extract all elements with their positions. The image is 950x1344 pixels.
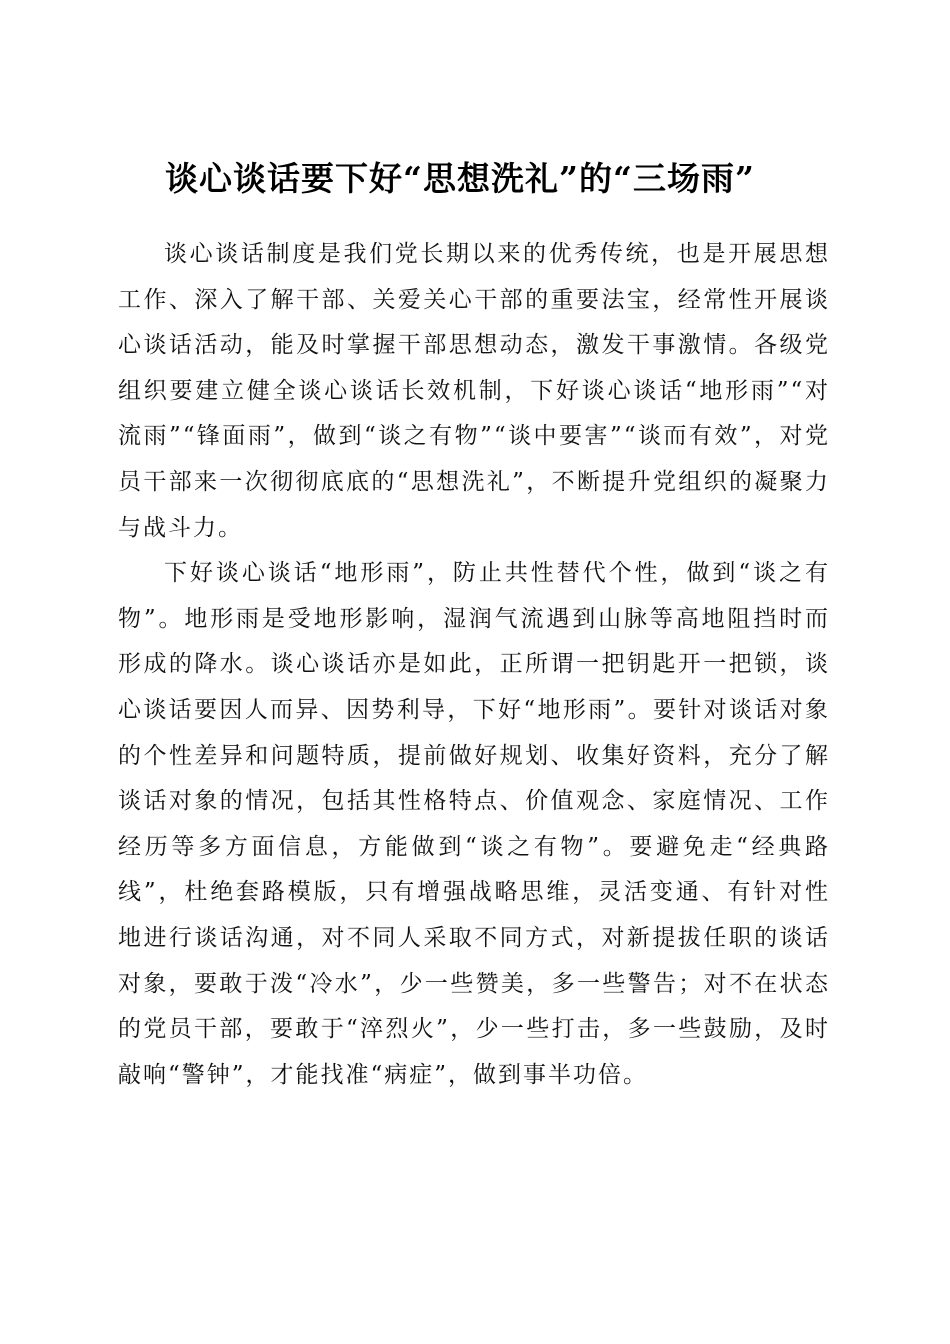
document-title: 谈心谈话要下好“思想洗礼”的“三场雨”: [165, 159, 755, 199]
document-body: [118, 232, 830, 1098]
paragraph-terrain-rain: 下好谈心谈话“地形雨”，防止共性替代个性，做到“谈之有物”。地形雨是受地形影响，湿润气流遇到山脉等高地阻挡时而形成的降水。谈心谈话亦是如此，正所谓一把钥匙开一把锁，谈心谈话要因人而异、因势利导，下好“地形雨”。要针对谈话对象的个性差异和问题特质，提前做好规划、收集好资料，充分了解谈话对象的情况，包括其性格特点、价值观念、家庭情况、工作经历等多方面信息，方能做到“谈之有物”。要避免走“经典路线”，杜绝套路模版，只有增强战略思维，灵活变通、有针对性地进行谈话沟通，对不同人采取不同方式，对新提拔任职的谈话对象，要敢于泼“冷水”，少一些赞美，多一些警告；对不在状态的党员干部，要敢于“淬烈火”，少一些打击，多一些鼓励，及时敲响“警钟”，才能找准“病症”，做到事半功倍。: [118, 560, 830, 1088]
paragraph-intro: 谈心谈话制度是我们党长期以来的优秀传统，也是开展思想工作、深入了解干部、关爱关心干部的重要法宝，经常性开展谈心谈话活动，能及时掌握干部思想动态，激发干事激情。各级党组织要建立健全谈心谈话长效机制，下好谈心谈话“地形雨”“对流雨”“锋面雨”，做到“谈之有物”“谈中要害”“谈而有效”，对党员干部来一次彻彻底底的“思想洗礼”，不断提升党组织的凝聚力与战斗力。: [118, 241, 830, 541]
